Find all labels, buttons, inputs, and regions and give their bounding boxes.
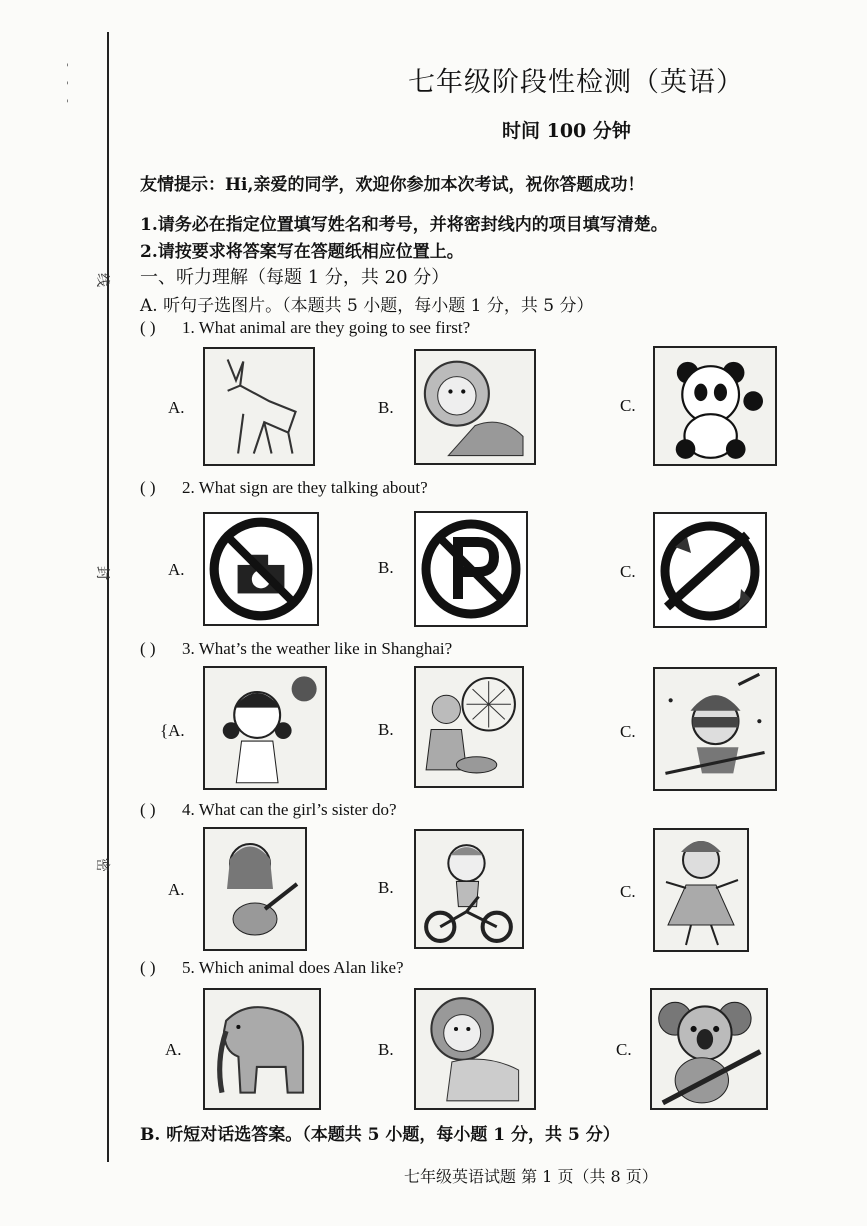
option-b-label: B. (378, 398, 394, 417)
girl-fan-icon (414, 666, 524, 788)
answer-blank[interactable]: ( ) (140, 800, 156, 819)
koala-picture-icon (650, 988, 768, 1110)
question-text: 1. What animal are they going to see first? (182, 318, 471, 337)
panda-picture-icon (653, 346, 777, 466)
girl-guitar-icon (203, 827, 307, 951)
exam-time: 时间 100 分钟 (502, 120, 631, 142)
no-camera-sign-icon (203, 512, 319, 626)
friendly-tip: 友情提示：Hi,亲爱的同学，欢迎你参加本次考试，祝你答题成功！ (140, 175, 645, 195)
option-b-label: B. (378, 878, 394, 897)
elephant-picture-icon (203, 988, 321, 1110)
answer-blank[interactable]: ( ) (140, 318, 156, 337)
margin-marks: ' ' ' (66, 63, 69, 110)
option-a-label: {A. (160, 721, 185, 740)
fox-picture-icon (203, 347, 315, 466)
question-text: 3. What’s the weather like in Shanghai? (182, 639, 453, 658)
seal-char-line: 线 (94, 273, 110, 287)
question-text: 5. Which animal does Alan like? (182, 958, 404, 977)
question-4 (140, 800, 397, 820)
no-parking-sign-icon (414, 511, 528, 627)
answer-blank[interactable]: ( ) (140, 639, 156, 658)
hot-girl-sun-icon (203, 666, 327, 790)
girl-dancing-icon (653, 828, 749, 952)
question-2 (140, 478, 428, 498)
option-a-label: A. (165, 1040, 182, 1059)
option-c-label: C. (620, 722, 636, 741)
option-c-label: C. (616, 1040, 632, 1059)
question-text: 4. What can the girl’s sister do? (182, 800, 397, 819)
no-something-sign-icon (653, 512, 767, 628)
option-a-label: A. (168, 880, 185, 899)
option-c-label: C. (620, 562, 636, 581)
part-a-title: A. 听句子选图片。（本题共 5 小题，每小题 1 分，共 5 分） (140, 296, 594, 316)
option-b-label: B. (378, 720, 394, 739)
section-listening-title: 一、听力理解（每题 1 分，共 20 分） (140, 267, 450, 288)
option-a-label: A. (168, 398, 185, 417)
answer-blank[interactable]: ( ) (140, 478, 156, 497)
question-5 (140, 958, 404, 978)
page-footer: 七年级英语试题 第 1 页（共 8 页） (404, 1167, 658, 1186)
part-b-title: B. 听短对话选答案。（本题共 5 小题，每小题 1 分，共 5 分） (140, 1125, 620, 1145)
option-c-label: C. (620, 882, 636, 901)
rule-1: 1.请务必在指定位置填写姓名和考号，并将密封线内的项目填写清楚。 (140, 215, 668, 235)
question-3 (140, 639, 452, 659)
seal-char-secret: 密 (94, 858, 110, 872)
answer-blank[interactable]: ( ) (140, 958, 156, 977)
option-a-label: A. (168, 560, 185, 579)
option-c-label: C. (620, 396, 636, 415)
seal-binding-line (107, 32, 109, 1162)
boy-bike-icon (414, 829, 524, 949)
question-text: 2. What sign are they talking about? (182, 478, 428, 497)
option-b-label: B. (378, 1040, 394, 1059)
question-1 (140, 318, 470, 338)
snowy-skier-icon (653, 667, 777, 791)
option-b-label: B. (378, 558, 394, 577)
lion-picture-icon (414, 988, 536, 1110)
rule-2: 2.请按要求将答案写在答题纸相应位置上。 (140, 242, 464, 262)
exam-title: 七年级阶段性检测（英语） (408, 67, 744, 98)
seal-char-seal: 封 (94, 566, 110, 580)
lion-picture-icon (414, 349, 536, 465)
